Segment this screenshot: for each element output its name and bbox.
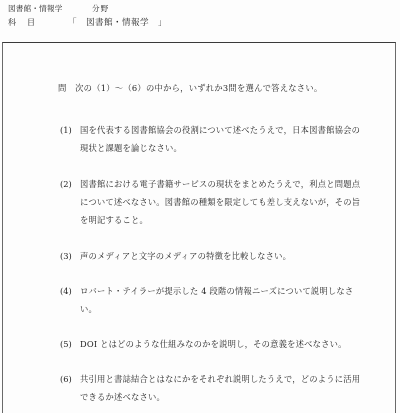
question-item-number: (6) [60,374,72,384]
question-item-line: い。 [80,304,97,314]
question-instruction: 問 次の（1）～（6）の中から，いずれか3問を選んで答えなさい。 [58,83,323,93]
question-item-2 [60,175,390,229]
question-item-text [80,282,390,318]
question-item-line: 共引用と書誌結合とはなにかをそれぞれ説明したうえで，どのように活用 [80,374,361,384]
question-item-6 [60,370,390,406]
question-item-4 [60,282,390,318]
question-item-line: できるか述べなさい。 [80,392,165,402]
question-item-text [80,370,390,406]
question-item-line: 国を代表する図書館協会の役割について述べたうえで，日本図書館協会の [80,125,361,135]
question-item-line: ロバート・テイラーが提示した 4 段階の情報ニーズについて説明しなさ [80,286,354,296]
question-item-text [80,121,390,157]
question-item-line: 図書館における電子書籍サービスの現状をまとめたうえで，利点と問題点 [80,179,361,189]
question-item-number: (4) [60,286,72,296]
question-item-1 [60,121,390,157]
question-item-line: について述べなさい。図書館の種類を限定しても差し支えないが，その旨 [80,197,361,207]
question-item-text [80,335,390,353]
question-item-number: (2) [60,179,72,189]
question-item-line: 声のメディアと文字のメディアの特徴を比較しなさい。 [80,251,292,261]
field-name: 図書館・情報学 [8,4,63,13]
field-label: 分野 [92,4,110,13]
question-item-line: を明記すること。 [80,215,148,225]
question-item-number: (1) [60,125,72,135]
subject-label: 科 目 [8,18,37,27]
question-item-5 [60,335,390,353]
question-item-number: (3) [60,251,72,261]
question-item-text [80,175,390,229]
question-item-number: (5) [60,339,72,349]
question-item-3 [60,247,390,265]
question-item-line: 現状と課題を論じなさい。 [80,143,182,153]
subject-value: 「 図書館・情報学 」 [68,18,167,28]
question-item-line: DOI とはどのような仕組みなのかを説明し，その意義を述べなさい。 [80,339,347,349]
question-item-text [80,247,390,265]
